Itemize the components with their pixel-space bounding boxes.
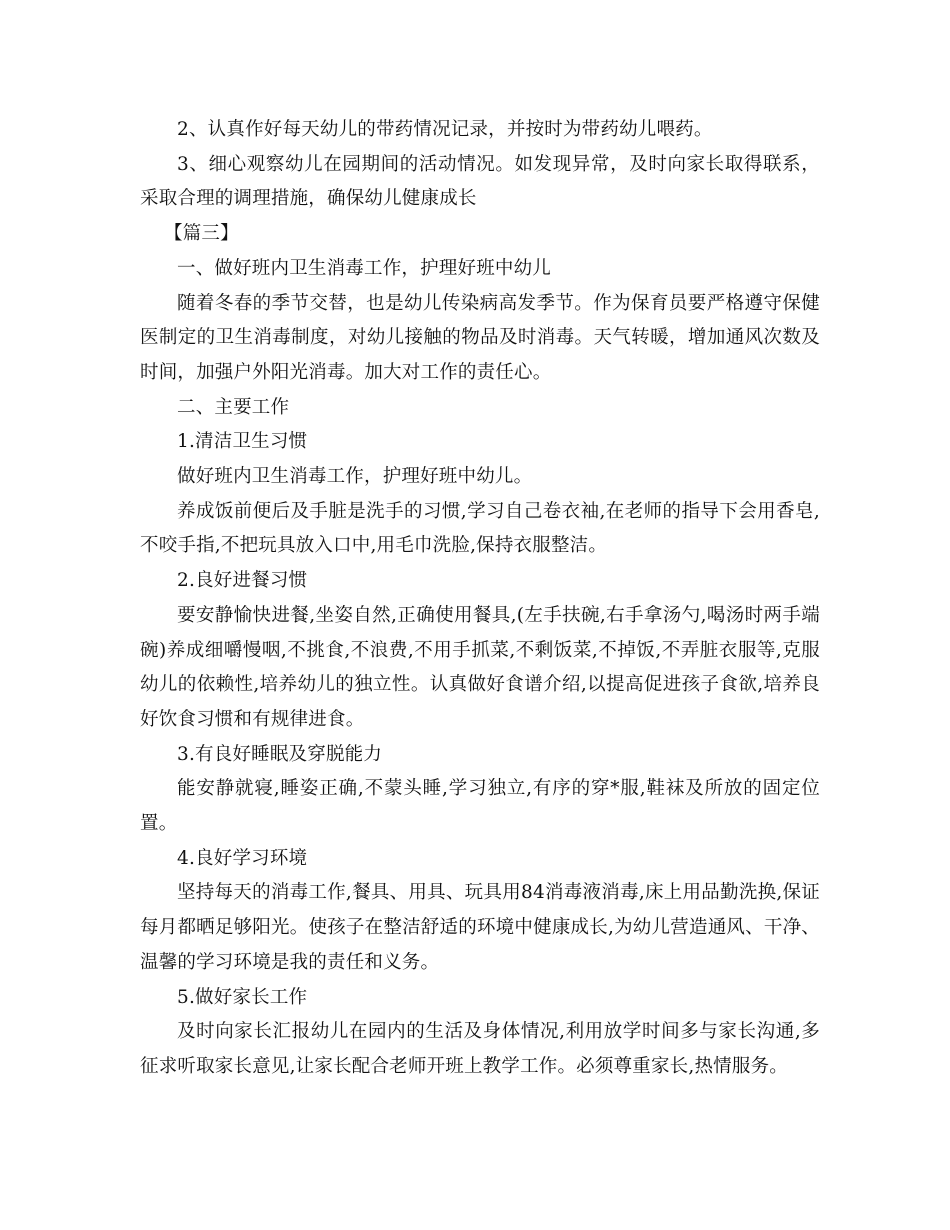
paragraph-environment: 坚持每天的消毒工作,餐具、用具、玩具用84消毒液消毒,床上用品勤洗换,保证每月都晒足够阳光。使孩子在整洁舒适的环境中健康成长,为幼儿营造通风、干净、温馨的学习环境是我的责任和义务。 bbox=[140, 882, 820, 973]
paragraph-parents: 及时向家长汇报幼儿在园内的生活及身体情况,利用放学时间多与家长沟通,多征求听取家长意见,让家长配合老师开班上教学工作。必须尊重家长,热情服务。 bbox=[140, 1021, 820, 1077]
heading-eating-habits: 2.良好进餐习惯 bbox=[177, 570, 308, 592]
paragraph-class-hygiene: 做好班内卫生消毒工作，护理好班中幼儿。 bbox=[177, 466, 533, 488]
paragraph-eating: 要安静愉快进餐,坐姿自然,正确使用餐具,(左手扶碗,右手拿汤勺,喝汤时两手端碗)养成细嚼慢咽,不挑食,不浪费,不用手抓菜,不剩饭菜,不掉饭,不弄脏衣服等,克服幼儿的依赖性,培养幼儿的独立性。认真做好食谱介绍,以提高促进孩子食欲,培养良好饮食习惯和有规律进食。 bbox=[140, 604, 820, 730]
heading-parent-work: 5.做好家长工作 bbox=[177, 986, 308, 1008]
heading-main-work: 二、主要工作 bbox=[177, 396, 290, 418]
paragraph-handwashing: 养成饭前便后及手脏是洗手的习惯,学习自己卷衣袖,在老师的指导下会用香皂,不咬手指,不把玩具放入口中,用毛巾洗脸,保持衣服整洁。 bbox=[140, 500, 820, 557]
paragraph-observe-activity: 3、细心观察幼儿在园期间的活动情况。如发现异常，及时向家长取得联系，采取合理的调理措施，确保幼儿健康成长 bbox=[140, 153, 820, 210]
paragraph-season-disinfection: 随着冬春的季节交替，也是幼儿传染病高发季节。作为保育员要严格遵守保健医制定的卫生消毒制度，对幼儿接触的物品及时消毒。天气转暖，增加通风次数及时间，加强户外阳光消毒。加大对工作的责任心。 bbox=[140, 292, 820, 383]
section-heading-part-three: 【篇三】 bbox=[164, 223, 239, 245]
paragraph-sleep: 能安静就寝,睡姿正确,不蒙头睡,学习独立,有序的穿*服,鞋袜及所放的固定位置。 bbox=[140, 778, 820, 835]
heading-learning-environment: 4.良好学习环境 bbox=[177, 847, 308, 869]
heading-sleep-dressing: 3.有良好睡眠及穿脱能力 bbox=[177, 743, 383, 765]
heading-cleanliness-habits: 1.清洁卫生习惯 bbox=[177, 431, 308, 453]
document-page bbox=[140, 113, 820, 1085]
heading-hygiene-disinfection: 一、做好班内卫生消毒工作，护理好班中幼儿 bbox=[177, 257, 552, 279]
paragraph-medicine-record: 2、认真作好每天幼儿的带药情况记录，并按时为带药幼儿喂药。 bbox=[177, 119, 713, 140]
